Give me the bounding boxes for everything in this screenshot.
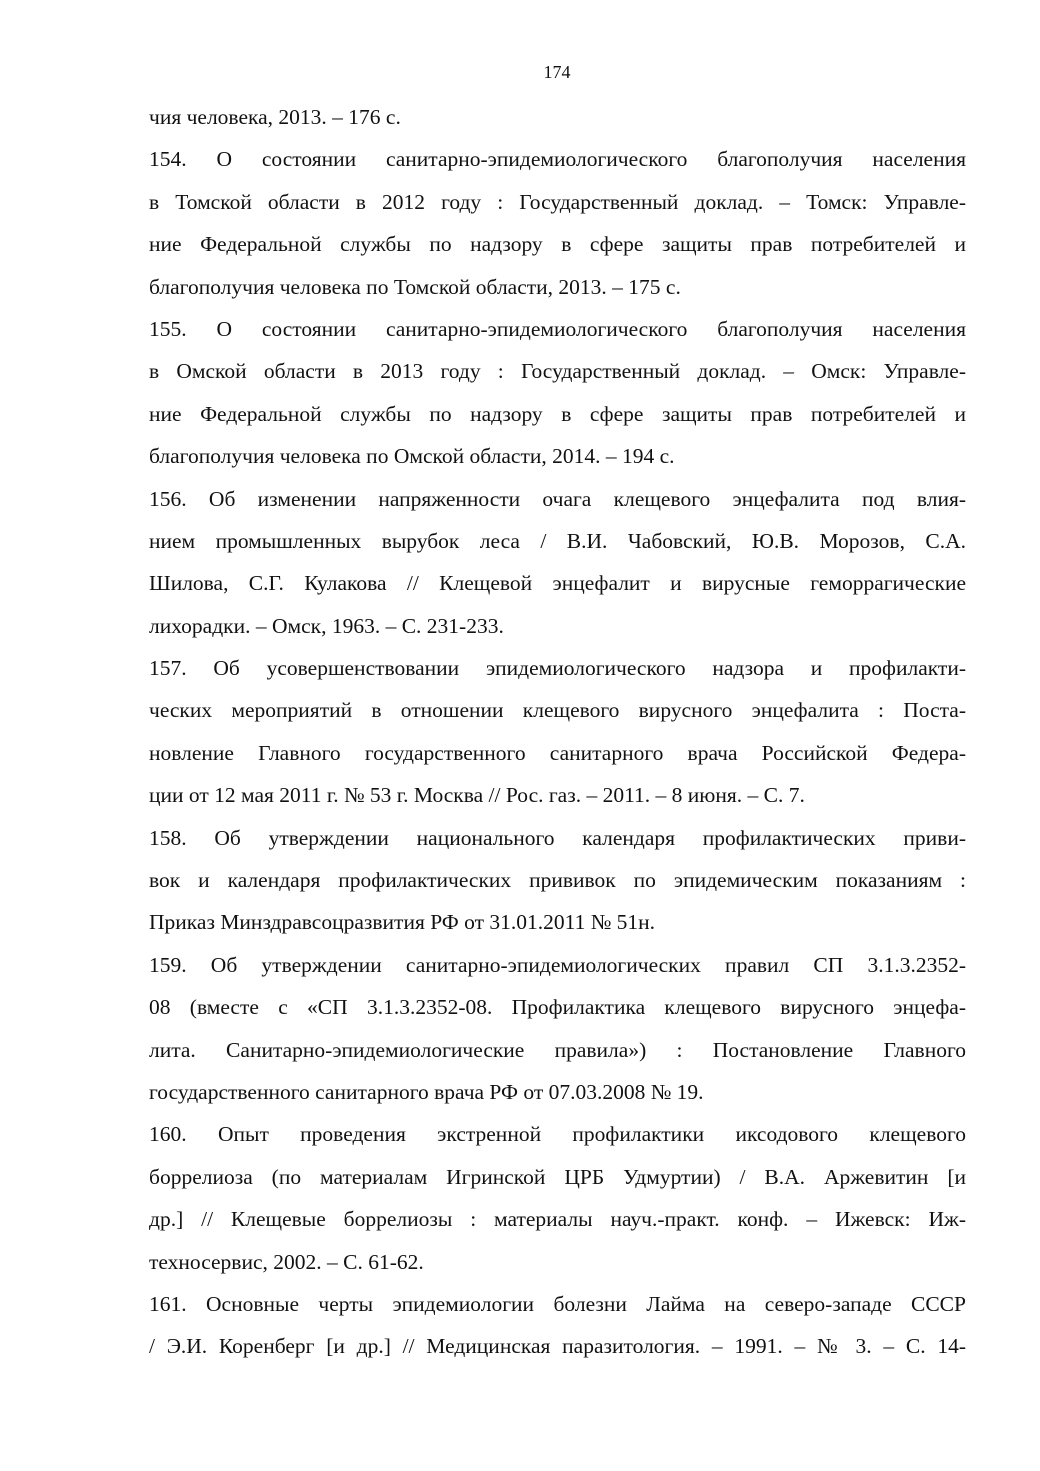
text-line: ции от 12 мая 2011 г. № 53 г. Москва // Рос. газ. – 2011. – 8 июня. – С. 7. [149, 783, 805, 808]
reference-list [149, 96, 966, 1368]
text-line: ческих мероприятий в отношении клещевого вирусного энцефалита : Поста- [149, 698, 966, 723]
text-line: 08 (вместе с «СП 3.1.3.2352-08. Профилактика клещевого вирусного энцефа- [149, 995, 966, 1020]
text-line: / Э.И. Коренберг [и др.] // Медицинская паразитология. – 1991. – № 3. – С. 14- [149, 1334, 966, 1359]
text-line: новление Главного государственного санитарного врача Российской Федера- [149, 740, 966, 765]
text-line: 158. Об утверждении национального календаря профилактических приви- [149, 825, 966, 850]
text-line: благополучия человека по Омской области, 2014. – 194 с. [149, 444, 675, 469]
text-line: лихорадки. – Омск, 1963. – С. 231-233. [149, 613, 504, 638]
text-line: 161. Основные черты эпидемиологии болезни Лайма на северо-западе СССР [149, 1291, 966, 1316]
page-number: 174 [543, 62, 571, 82]
text-line: ние Федеральной службы по надзору в сфере защиты прав потребителей и [149, 401, 966, 426]
text-line: 157. Об усовершенствовании эпидемиологического надзора и профилакти- [149, 656, 966, 681]
text-line: 155. О состоянии санитарно-эпидемиологического благополучия населения [149, 316, 966, 341]
text-line: вок и календаря профилактических прививок по эпидемическим показаниям : [149, 868, 966, 893]
text-line: 154. О состоянии санитарно-эпидемиологического благополучия населения [149, 147, 966, 172]
text-line: в Омской области в 2013 году : Государственный доклад. – Омск: Управле- [149, 359, 966, 384]
text-line: боррелиоза (по материалам Игринской ЦРБ Удмуртии) / В.А. Аржевитин [и [149, 1164, 966, 1189]
text-line: техносервис, 2002. – С. 61-62. [149, 1249, 424, 1274]
text-line: лита. Санитарно-эпидемиологические правила») : Постановление Главного [149, 1037, 966, 1062]
text-line: нием промышленных вырубок леса / В.И. Чабовский, Ю.В. Морозов, С.А. [149, 528, 966, 553]
text-line: Шилова, С.Г. Кулакова // Клещевой энцефалит и вирусные геморрагические [149, 571, 966, 596]
text-line: чия человека, 2013. – 176 с. [149, 105, 401, 129]
text-line: государственного санитарного врача РФ от 07.03.2008 № 19. [149, 1079, 704, 1104]
text-line: 160. Опыт проведения экстренной профилактики иксодового клещевого [149, 1122, 966, 1147]
text-line: Приказ Минздравсоцразвития РФ от 31.01.2011 № 51н. [149, 910, 655, 935]
text-line: 159. Об утверждении санитарно-эпидемиологических правил СП 3.1.3.2352- [149, 952, 966, 977]
text-line: благополучия человека по Томской области, 2013. – 175 с. [149, 274, 681, 299]
text-line: др.] // Клещевые боррелиозы : материалы науч.-практ. конф. – Ижевск: Иж- [149, 1207, 966, 1232]
text-line: 156. Об изменении напряженности очага клещевого энцефалита под влия- [149, 486, 966, 511]
text-line: в Томской области в 2012 году : Государственный доклад. – Томск: Управле- [149, 189, 966, 214]
text-line: ние Федеральной службы по надзору в сфере защиты прав потребителей и [149, 232, 966, 257]
